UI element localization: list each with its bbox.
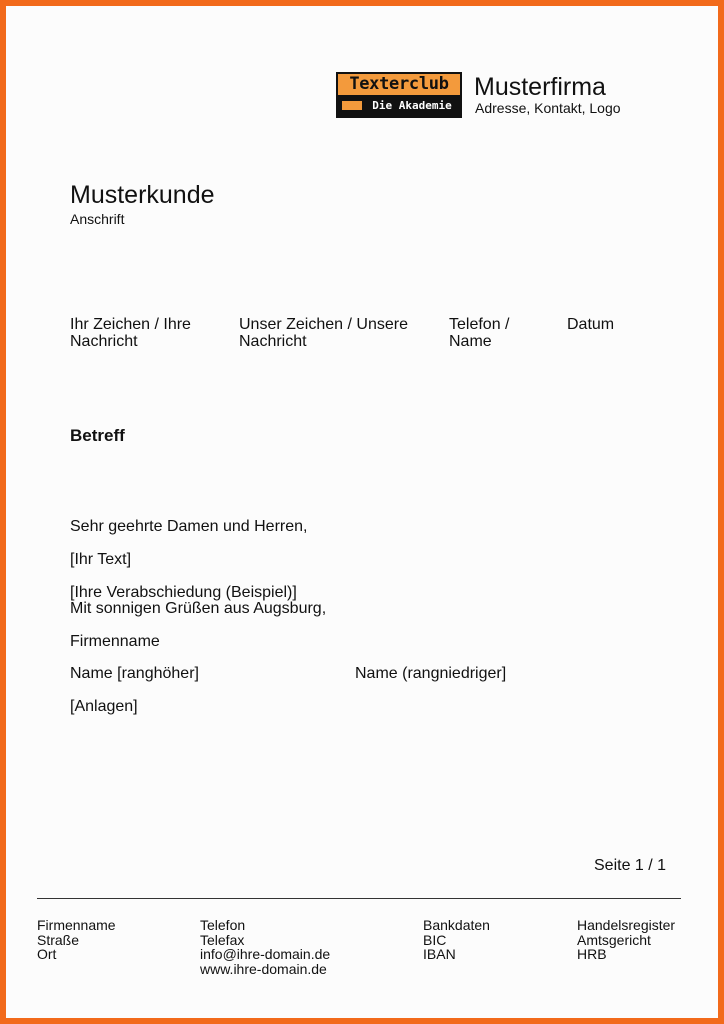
recipient-address: Anschrift xyxy=(70,211,125,227)
body-text: [Ihr Text] xyxy=(70,551,132,568)
footer-divider xyxy=(37,898,681,899)
logo-tagline: Die Akademie xyxy=(372,99,452,112)
recipient-name: Musterkunde xyxy=(70,181,215,209)
attachments: [Anlagen] xyxy=(70,698,138,715)
subject: Betreff xyxy=(70,426,125,445)
footer-contact: Telefon Telefax info@ihre-domain.de www.ihre-domain.de xyxy=(200,917,331,977)
footer-company: Firmenname Straße Ort xyxy=(37,917,116,962)
reference-your-sign: Ihr Zeichen / Ihre Nachricht xyxy=(70,316,191,350)
salutation: Sehr geehrte Damen und Herren, xyxy=(70,518,308,535)
reference-date: Datum xyxy=(567,316,615,333)
company-info: Adresse, Kontakt, Logo xyxy=(475,100,621,116)
signer-right: Name (rangniedriger] xyxy=(355,665,507,682)
page-number: Seite 1 / 1 xyxy=(594,857,667,874)
footer-bank: Bankdaten BIC IBAN xyxy=(423,917,490,962)
footer-register: Handelsregister Amtsgericht HRB xyxy=(577,917,676,962)
company-logo xyxy=(336,72,462,118)
company-name: Musterfirma xyxy=(474,73,606,101)
logo-bar-icon xyxy=(342,101,362,110)
closing-line-1: [Ihre Verabschiedung (Beispiel)] xyxy=(70,584,297,601)
logo-brand: Texterclub xyxy=(338,74,460,95)
reference-phone-name: Telefon / Name xyxy=(449,316,510,350)
signer-left: Name [ranghöher] xyxy=(70,665,199,682)
reference-our-sign: Unser Zeichen / Unsere Nachricht xyxy=(239,316,408,350)
closing-line-2: Mit sonnigen Grüßen aus Augsburg, xyxy=(70,600,327,617)
firm-name: Firmenname xyxy=(70,633,160,650)
